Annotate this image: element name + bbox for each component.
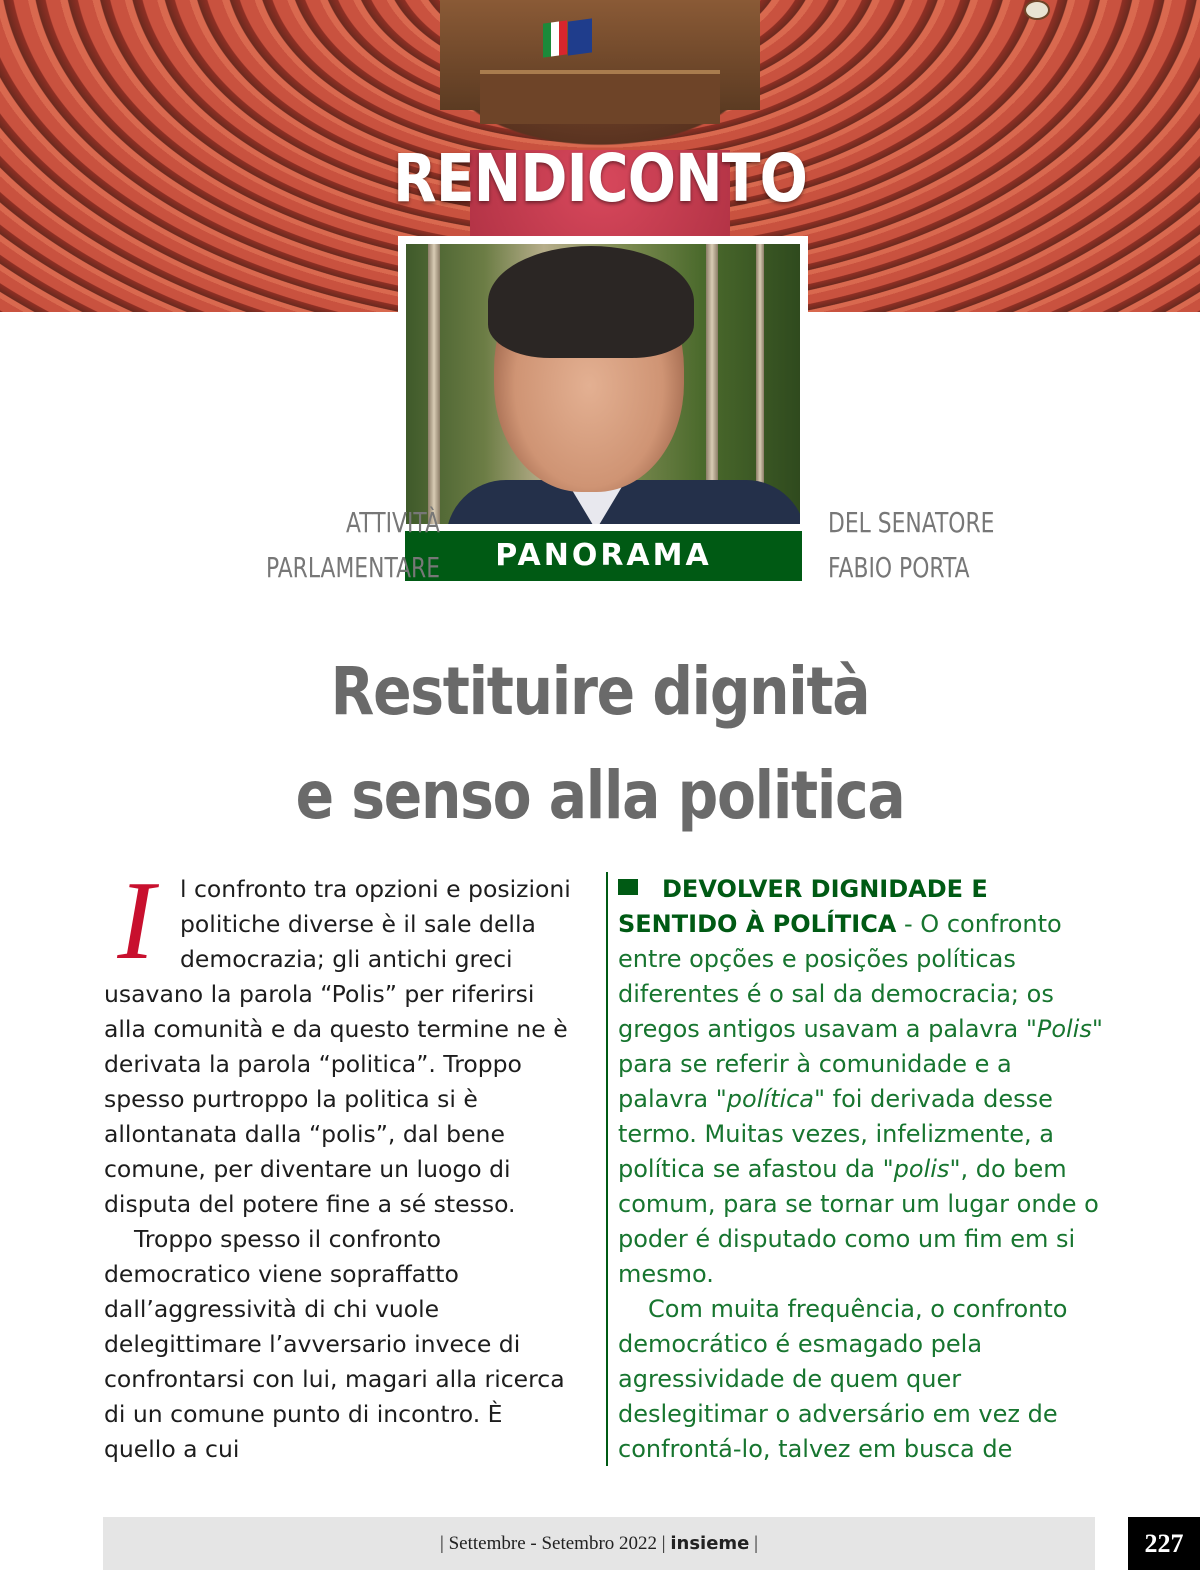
tag-right-line1: DEL SENATORE (828, 506, 995, 539)
portrait-photo (406, 244, 800, 524)
tag-right-line2: FABIO PORTA (828, 551, 970, 584)
senator-portrait (398, 236, 808, 528)
tag-left-line1: ATTIVITÀ (346, 506, 440, 539)
portuguese-term-polis: "polis" (882, 1155, 961, 1183)
insieme-logo: insieme (670, 1533, 750, 1554)
portuguese-paragraph-1 (618, 872, 1108, 1292)
portuguese-paragraph-2: Com muita frequência, o confronto democrático é esmagado pela agressividade de quem quer deslegitimar o adversário em vez de confrontá-lo, talvez em busca de (618, 1295, 1068, 1463)
italian-paragraph-1: l confronto tra opzioni e posizioni politiche diverse è il sale della democrazia; gli antichi greci usavano la parola “Polis” per riferirsi alla comunità e da questo termine ne è derivata la parola “politica”. Troppo spesso purtroppo la politica si è allontanata dalla “polis”, dal bene comune, per diventare un luogo di disputa del potere fine a sé stesso. (104, 875, 571, 1218)
tag-left-line2: PARLAMENTARE (265, 551, 440, 584)
article-headline (0, 640, 1200, 848)
presidency-bench (480, 70, 720, 124)
portuguese-text: - O confronto entre opções e posições políticas diferentes é o sal da democracia; os gregos antigos usavam a palavra (618, 910, 1062, 1043)
italian-column (104, 859, 574, 1467)
drop-cap: I (117, 859, 155, 983)
portuguese-text: foi derivada desse termo. Muitas vezes, infelizmente, a política se afastou da (618, 1085, 1054, 1183)
portuguese-lead: DEVOLVER DIGNIDADE E SENTIDO À POLÍTICA (618, 875, 988, 938)
footer-separator: | (749, 1533, 758, 1554)
page-number: 227 (1128, 1517, 1200, 1570)
portuguese-text: para se referir à comunidade e a palavra (618, 1050, 1012, 1113)
page-footer (103, 1517, 1095, 1570)
clock-icon (1024, 0, 1050, 20)
section-title: RENDICONTO (392, 140, 807, 217)
column-divider (606, 872, 608, 1466)
portuguese-column (618, 872, 1108, 1467)
headline-line1: Restituire dignità (330, 653, 870, 730)
portuguese-term-politica: "política" (715, 1085, 826, 1113)
tag-left (190, 500, 440, 590)
italian-flag-icon (543, 20, 567, 57)
background-tree (428, 244, 440, 524)
panorama-band: PANORAMA (405, 531, 802, 581)
eu-flag-icon (568, 18, 592, 55)
italian-paragraph-2: Troppo spesso il confronto democratico viene sopraffatto dall’aggressività di chi vuole delegittimare l’avversario invece di confrontarsi con lui, magari alla ricerca di un comune punto di incontro. È quello a cui (104, 1225, 565, 1463)
headline-line2: e senso alla politica (295, 757, 905, 834)
tag-right (828, 500, 1078, 590)
square-bullet-icon (618, 879, 638, 895)
portuguese-term-polis: "Polis" (1025, 1015, 1103, 1043)
footer-text (103, 1517, 1095, 1570)
portuguese-text: , do bem comum, para se tornar um lugar onde o poder é disputado como um fim em si mesmo. (618, 1155, 1099, 1288)
portrait-hair (488, 246, 694, 358)
footer-date: | Settembre - Setembro 2022 | (440, 1533, 671, 1554)
